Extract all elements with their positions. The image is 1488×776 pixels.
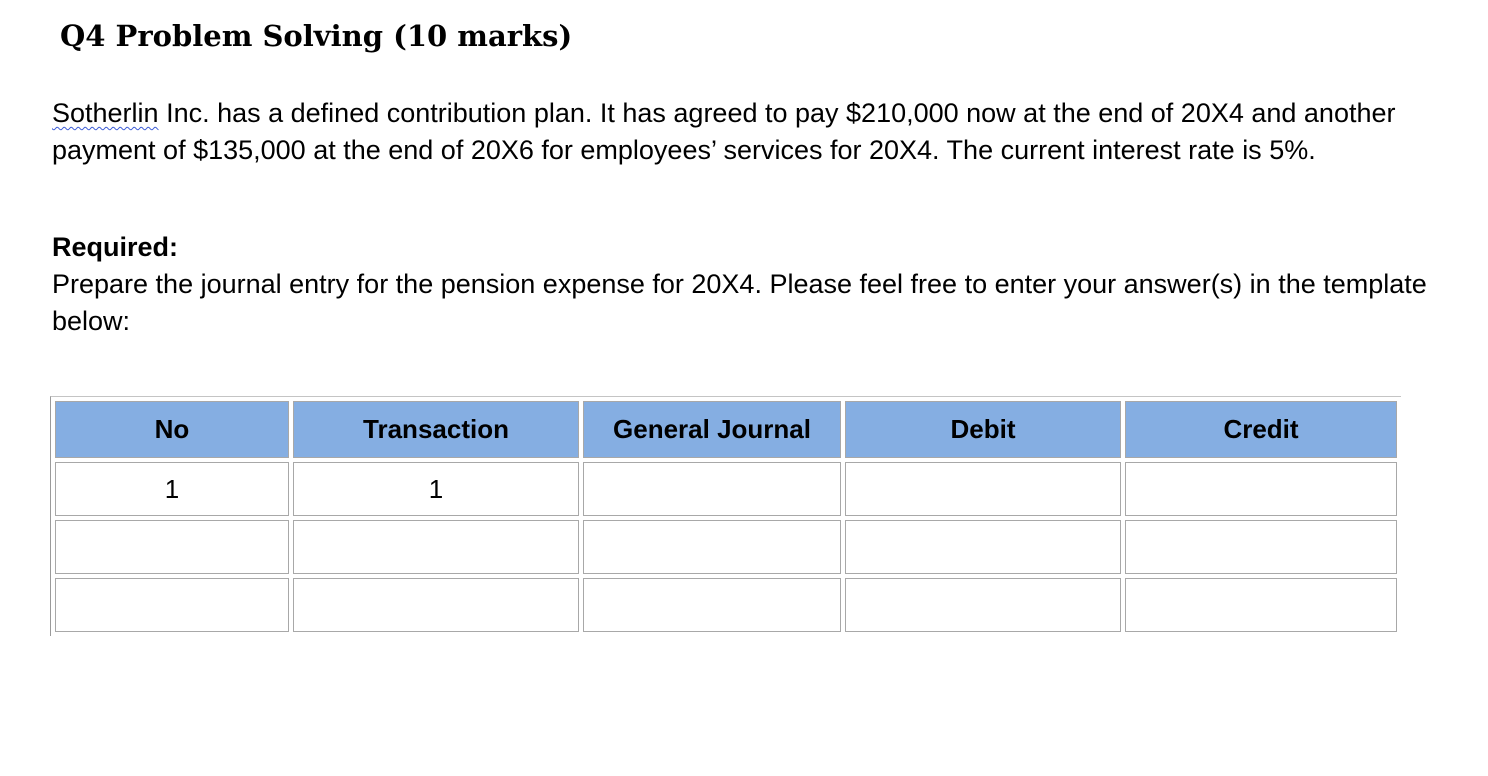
table-row [55,462,1397,516]
cell-debit[interactable] [845,520,1121,574]
cell-no[interactable] [55,578,289,632]
required-label: Required: [52,232,179,262]
cell-no[interactable] [55,520,289,574]
header-debit: Debit [845,401,1121,458]
problem-statement-text: Inc. has a defined contribution plan. It has agreed to pay $210,000 now at the end of 20X4 and another payment of $135,000 at the end of 20X6 for employees’ services for 20X4. The current interest rate is 5%. [52,98,1396,165]
cell-debit[interactable] [845,578,1121,632]
cell-credit[interactable] [1125,578,1397,632]
cell-transaction[interactable] [293,520,579,574]
header-no: No [55,401,289,458]
cell-general-journal[interactable] [583,578,841,632]
cell-transaction[interactable] [293,578,579,632]
cell-credit[interactable] [1125,520,1397,574]
cell-transaction[interactable]: 1 [293,462,579,516]
cell-general-journal[interactable] [583,462,841,516]
header-credit: Credit [1125,401,1397,458]
table-header-row [55,401,1397,458]
table-row [55,578,1397,632]
cell-credit[interactable] [1125,462,1397,516]
company-name: Sotherlin [52,98,159,128]
question-title: Q4 Problem Solving (10 marks) [60,19,573,53]
problem-statement [52,95,1432,169]
table-row [55,520,1397,574]
cell-no[interactable]: 1 [55,462,289,516]
cell-debit[interactable] [845,462,1121,516]
journal-entry-table [50,396,1401,636]
header-transaction: Transaction [293,401,579,458]
required-instructions: Prepare the journal entry for the pension expense for 20X4. Please feel free to enter your answer(s) in the template below: [52,269,1427,336]
header-general-journal: General Journal [583,401,841,458]
cell-general-journal[interactable] [583,520,841,574]
